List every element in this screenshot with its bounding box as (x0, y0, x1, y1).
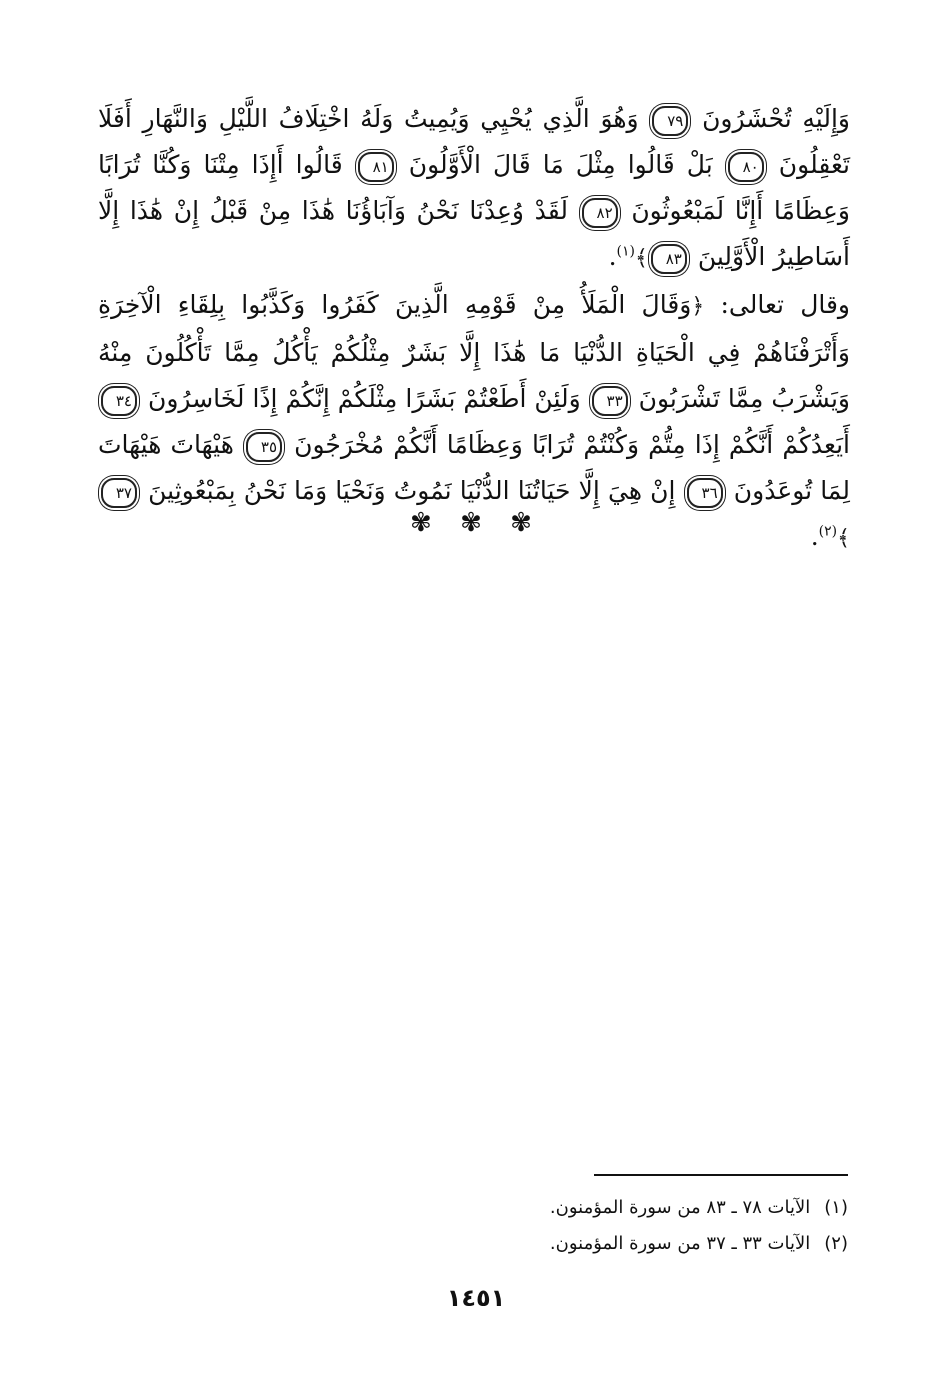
closing-ornate-bracket: ﴾ (634, 246, 648, 271)
footnote-item (348, 1190, 848, 1226)
verse-text: هَيْهَاتَ هَيْهَاتَ لِمَا تُوعَدُونَ (98, 430, 850, 505)
ayah-number-marker: ٨٣ (651, 244, 687, 274)
ayah-number-marker: ٨٢ (582, 198, 618, 228)
footnote-number: (٢) (824, 1233, 848, 1254)
footnote-text: الآيات ٧٨ ـ ٨٣ من سورة المؤمنون. (549, 1197, 811, 1218)
page-number: ١٤٥١ (446, 1284, 506, 1312)
section-divider-ornaments: ✾ ✾ ✾ (410, 508, 542, 538)
footnote-number: (١) (824, 1197, 848, 1218)
ayah-number-marker: ٣٦ (687, 478, 723, 508)
ayah-number-marker: ٨٠ (728, 152, 764, 182)
verse-text: لَقَدْ وُعِدْنَا نَحْنُ وَآبَاؤُنَا هَٰذَا مِنْ قَبْلُ إِنْ هَٰذَا إِلَّا أَسَاطِيرُ الْأَوَّلِينَ (98, 196, 850, 271)
ayah-number-marker: ٨١ (358, 152, 394, 182)
verse-text: قَالُوا أَإِذَا مِتْنَا وَكُنَّا تُرَابًا وَعِظَامًا أَإِنَّا لَمَبْعُوثُونَ (98, 150, 850, 225)
verse-text: أَيَعِدُكُمْ أَنَّكُمْ إِذَا مِتُّمْ وَكُنْتُمْ تُرَابًا وَعِظَامًا أَنَّكُمْ مُخْرَجُونَ (294, 430, 850, 459)
verse-text: وَلَئِنْ أَطَعْتُمْ بَشَرًا مِثْلَكُمْ إِنَّكُمْ إِذًا لَخَاسِرُونَ (147, 384, 581, 413)
opening-ornate-bracket: ﴿ (691, 294, 705, 319)
full-stop: . (810, 522, 819, 551)
ayah-number-marker: ٣٤ (101, 386, 137, 416)
full-stop: . (608, 242, 617, 271)
footnote-reference[interactable]: (١) (616, 243, 635, 260)
ayah-number-marker: ٧٩ (652, 106, 688, 136)
verse-text: إِنْ هِيَ إِلَّا حَيَاتُنَا الدُّنْيَا نَمُوتُ وَنَحْيَا وَمَا نَحْنُ بِمَبْعُوثِينَ (148, 476, 676, 505)
ayah-number-marker: ٣٣ (592, 386, 628, 416)
footnote-text: الآيات ٣٣ ـ ٣٧ من سورة المؤمنون. (549, 1233, 811, 1254)
ayah-number-marker: ٣٧ (101, 478, 137, 508)
footnote-reference[interactable]: (٢) (818, 523, 838, 540)
ayah-number-marker: ٣٥ (246, 432, 282, 462)
verse-text: وَهُوَ الَّذِي يُحْيِي وَيُمِيتُ وَلَهُ اخْتِلَافُ اللَّيْلِ وَالنَّهَارِ أَفَلَا تَعْقِلُونَ (98, 104, 851, 179)
footnote-separator-line (594, 1174, 848, 1176)
verse-text: وَإِلَيْهِ تُحْشَرُونَ (702, 104, 850, 133)
verse-text: وَقَالَ الْمَلَأُ مِنْ قَوْمِهِ الَّذِينَ كَفَرُوا وَكَذَّبُوا بِلِقَاءِ الْآخِرَةِ وَأَتْرَفْنَاهُمْ فِي الْحَيَاةِ الدُّنْيَا مَا هَٰذَا إِلَّا بَشَرٌ مِثْلُكُمْ يَأْكُلُ مِمَّا تَأْكُلُونَ مِنْهُ وَيَشْرَبُ مِمَّا تَشْرَبُونَ (98, 290, 850, 413)
closing-ornate-bracket: ﴾ (837, 526, 850, 551)
quran-passage-1 (98, 96, 850, 282)
passage-intro: وقال تعالى: (720, 290, 851, 319)
footnote-item (348, 1226, 848, 1262)
footnotes (348, 1190, 848, 1262)
verse-text: بَلْ قَالُوا مِثْلَ مَا قَالَ الْأَوَّلُونَ (408, 150, 713, 179)
